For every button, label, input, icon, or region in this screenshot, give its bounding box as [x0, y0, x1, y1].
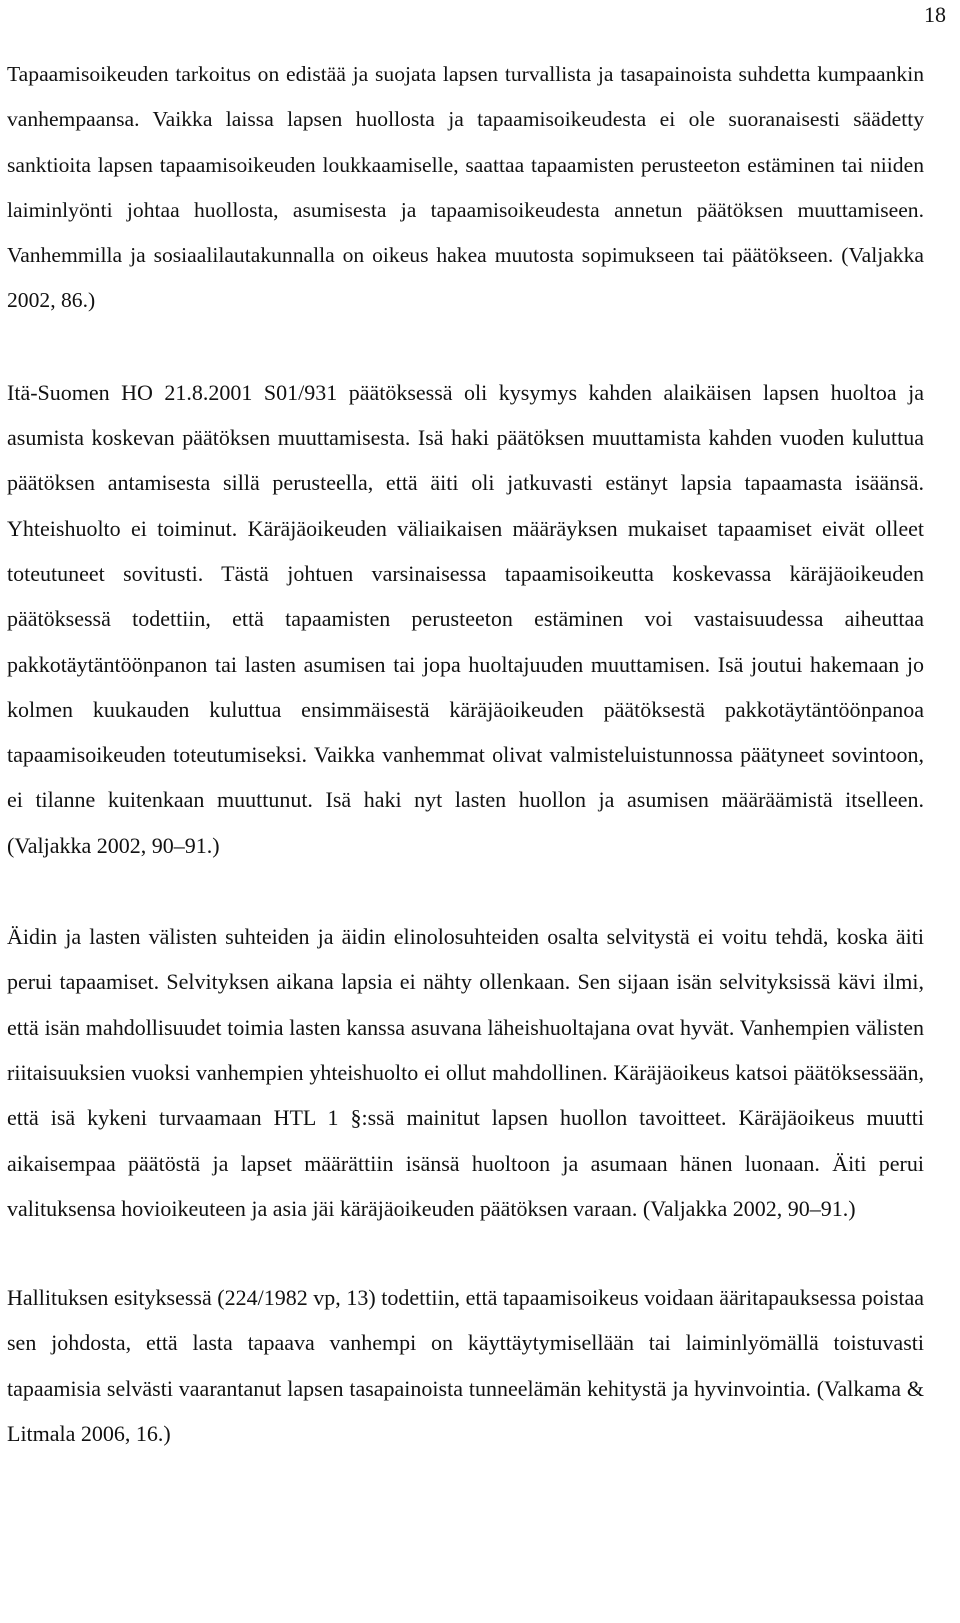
paragraph-visitation-purpose: Tapaamisoikeuden tarkoitus on edistää ja suojata lapsen turvallista ja tasapainoista suhdetta kumpaankin vanhempaansa. Vaikka laissa lapsen huollosta ja tapaamisoikeudesta ei ole suoranaisesti säädetty sanktioita lapsen tapaamisoikeuden loukkaamiselle, saattaa tapaamisten perusteeton estäminen tai niiden laiminlyönti johtaa huollosta, asumisesta ja tapaamisoikeudesta annetun päätöksen muuttamiseen. Vanhemmilla ja sosiaalilautakunnalla on oikeus hakea muutosta sopimukseen tai päätökseen. (Valjakka 2002, 86.): [7, 62, 924, 313]
paragraph-spacer: [7, 324, 924, 370]
document-body: [7, 52, 924, 1456]
paragraph-spacer: [7, 1231, 924, 1275]
paragraph-court-case: Itä-Suomen HO 21.8.2001 S01/931 päätöksessä oli kysymys kahden alaikäisen lapsen huoltoa ja asumista koskevan päätöksen muuttamisesta. Isä haki päätöksen muuttamista kahden vuoden kuluttua päätöksen antamisesta sillä perusteella, että äiti oli jatkuvasti estänyt lapsia tapaamasta isäänsä. Yhteishuolto ei toiminut. Käräjäoikeuden väliaikaisen määräyksen mukaiset tapaamiset eivät olleet toteutuneet sovitusti. Tästä johtuen varsinaisessa tapaamisoikeutta koskevassa käräjäoikeuden päätöksessä todettiin, että tapaamisten perusteeton estäminen voi vastaisuudessa aiheuttaa pakkotäytäntöönpanon tai lasten asumisen tai jopa huoltajuuden muuttamisen. Isä joutui hakemaan jo kolmen kuukauden kuluttua ensimmäisestä käräjäoikeuden päätöksestä pakkotäytäntöönpanoa tapaamisoikeuden toteutumiseksi. Vaikka vanhemmat olivat valmisteluistunnossa päätyneet sovintoon, ei tilanne kuitenkaan muuttunut. Isä haki nyt lasten huollon ja asumisen määräämistä itselleen. (Valjakka 2002, 90–91.): [7, 379, 924, 858]
paragraph-government-proposal: Hallituksen esityksessä (224/1982 vp, 13) todettiin, että tapaamisoikeus voidaan ääritapauksessa poistaa sen johdosta, että lasta tapaava vanhempi on käyttäytymisellään tai laiminlyömällä toistuvasti tapaamisia selvästi vaarantanut lapsen tasapainoista tunneelämän kehitystä ja hyvinvointia. (Valkama & Litmala 2006, 16.): [7, 1285, 924, 1447]
paragraph-court-decision: Äidin ja lasten välisten suhteiden ja äidin elinolosuhteiden osalta selvitystä ei voitu tehdä, koska äiti perui tapaamiset. Selvityksen aikana lapsia ei nähty ollenkaan. Sen sijaan isän selvityksissä kävi ilmi, että isän mahdollisuudet toimia lasten kanssa asuvana läheishuoltajana ovat hyvät. Vanhempien välisten riitaisuuksien vuoksi vanhempien yhteishuolto ei ollut mahdollinen. Käräjäoikeus katsoi päätöksessään, että isä kykeni turvaamaan HTL 1 §:ssä mainitut lapsen huollon tavoitteet. Käräjäoikeus muutti aikaisempaa päätöstä ja lapset määrättiin isänsä huoltoon ja asumaan hänen luonaan. Äiti perui valituksensa hovioikeuteen ja asia jäi käräjäoikeuden päätöksen varaan. (Valjakka 2002, 90–91.): [7, 924, 924, 1221]
paragraph-spacer: [7, 868, 924, 914]
page-number: 18: [924, 2, 946, 27]
